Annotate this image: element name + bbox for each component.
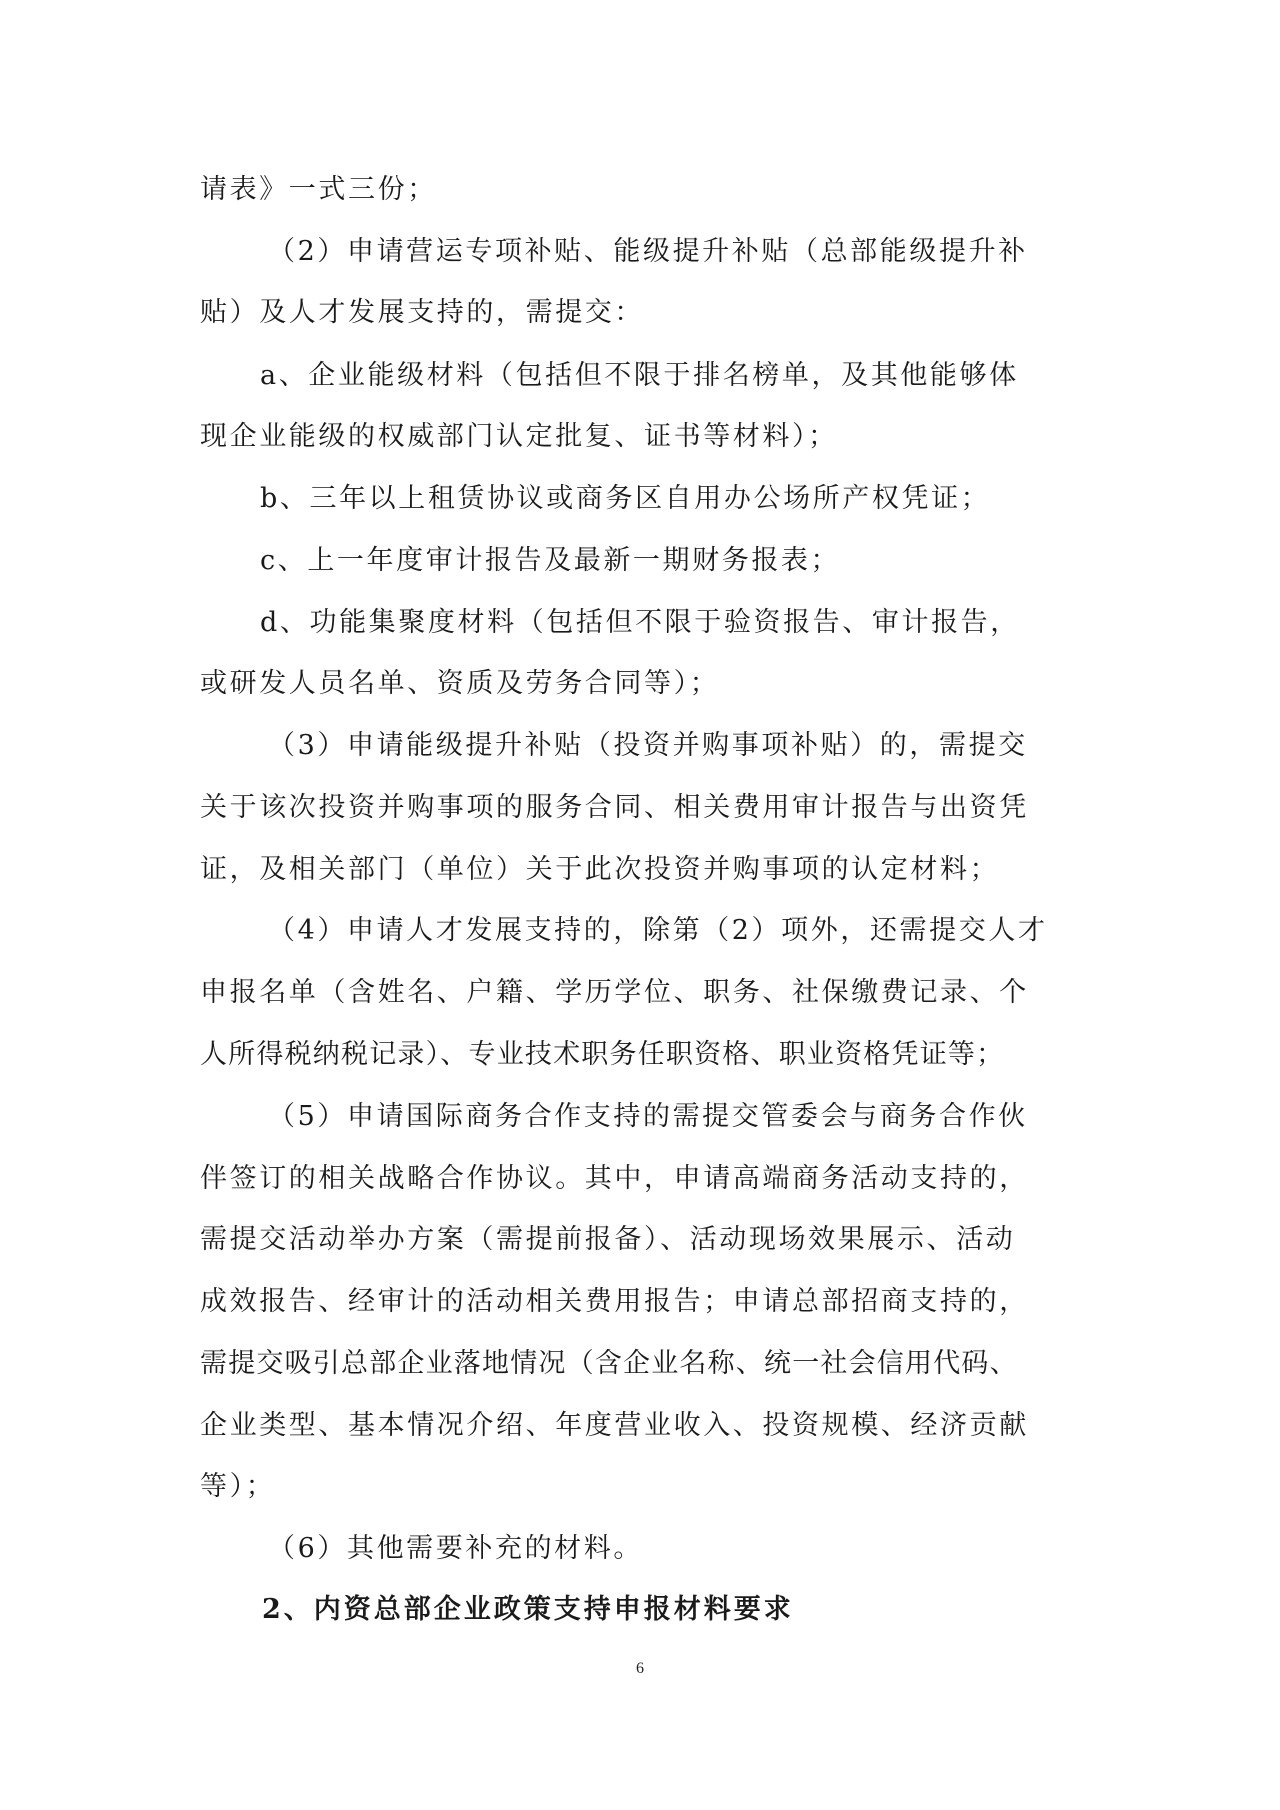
paragraph-line: a、企业能级材料（包括但不限于排名榜单，及其他能够体	[260, 360, 1019, 391]
paragraph-line: 现企业能级的权威部门认定批复、证书等材料）；	[200, 421, 838, 452]
paragraph-line: 需提交吸引总部企业落地情况（含企业名称、统一社会信用代码、	[200, 1348, 1018, 1379]
paragraph-line: 伴签订的相关战略合作协议。其中，申请高端商务活动支持的，	[200, 1163, 1029, 1194]
paragraph-line: 证，及相关部门（单位）关于此次投资并购事项的认定材料；	[200, 854, 1000, 885]
paragraph-line: 关于该次投资并购事项的服务合同、相关费用审计报告与出资凭	[200, 792, 1029, 823]
paragraph-line: 等）；	[200, 1471, 276, 1502]
paragraph-line: 贴）及人才发展支持的，需提交：	[200, 297, 644, 328]
paragraph-line: 企业类型、基本情况介绍、年度营业收入、投资规模、经济贡献	[200, 1410, 1029, 1441]
paragraph-line: （3）申请能级提升补贴（投资并购事项补贴）的，需提交	[268, 730, 1028, 761]
page-number: 6	[636, 1660, 644, 1677]
paragraph-line: （6）其他需要补充的材料。	[268, 1533, 643, 1564]
paragraph-line: 人所得税纳税记录）、专业技术职务任职资格、职业资格凭证等；	[200, 1039, 1005, 1070]
paragraph-line: b、三年以上租赁协议或商务区自用办公场所产权凭证；	[260, 483, 991, 514]
section-heading: 2、内资总部企业政策支持申报材料要求	[262, 1594, 794, 1625]
paragraph-line: 申报名单（含姓名、户籍、学历学位、职务、社保缴费记录、个	[200, 977, 1029, 1008]
paragraph-line: d、功能集聚度材料（包括但不限于验资报告、审计报告，	[260, 607, 1020, 638]
paragraph-line: 或研发人员名单、资质及劳务合同等）；	[200, 668, 720, 699]
paragraph-line: 需提交活动举办方案（需提前报备）、活动现场效果展示、活动	[200, 1224, 1016, 1255]
paragraph-line: c、上一年度审计报告及最新一期财务报表；	[260, 545, 841, 576]
paragraph-line: （2）申请营运专项补贴、能级提升补贴（总部能级提升补	[268, 236, 1028, 267]
paragraph-line: 请表》一式三份；	[200, 174, 437, 205]
paragraph-line: 成效报告、经审计的活动相关费用报告；申请总部招商支持的，	[200, 1286, 1029, 1317]
paragraph-line: （5）申请国际商务合作支持的需提交管委会与商务合作伙	[268, 1101, 1028, 1132]
paragraph-line: （4）申请人才发展支持的，除第（2）项外，还需提交人才	[268, 915, 1048, 946]
